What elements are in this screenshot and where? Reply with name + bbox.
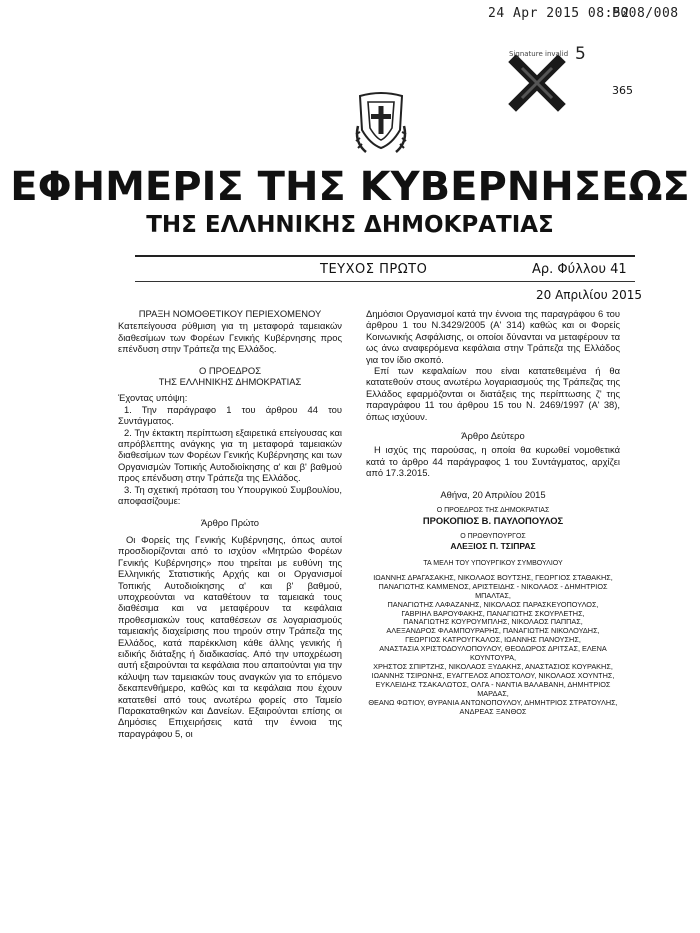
council-member-line: ΘΕΑΝΩ ΦΩΤΙΟΥ, ΘΥΡΑΝΙΑ ΑΝΤΩΝΟΠΟΥΛΟΥ, ΔΗΜΗΤΡΙΟΣ ΣΤΡΑΤΟΥΛΗΣ,: [368, 697, 618, 707]
stamp-label: Signature invalid: [509, 50, 569, 58]
council-member-line: ΑΝΑΣΤΑΣΙΑ ΧΡΙΣΤΟΔΟΥΛΟΠΟΥΛΟΥ, ΘΕΟΔΩΡΟΣ ΔΡΙΤΣΑΣ, ΕΛΕΝΑ ΚΟΥΝΤΟΥΡΑ,: [379, 644, 607, 663]
council-member-line: ΓΑΒΡΙΗΛ ΒΑΡΟΥΦΑΚΗΣ, ΠΑΝΑΓΙΩΤΗΣ ΣΚΟΥΡΛΕΤΗΣ,: [401, 608, 585, 618]
signature-invalid-cross-icon: [502, 48, 572, 116]
right-column: [366, 308, 620, 716]
president-name: ΠΡΟΚΟΠΙΟΣ Β. ΠΑΥΛΟΠΟΥΛΟΣ: [422, 515, 564, 527]
gazette-title: ΕΦΗΜΕΡΙΣ ΤΗΣ ΚΥΒΕΡΝΗΣΕΩΣ: [10, 164, 690, 210]
article-1-paragraph-2: Επί των κεφαλαίων που είναι κατατεθειμένα ή θα κατατεθούν στους ανωτέρω λογαριασμούς της Τράπεζας της Ελλάδος εφαρμόζονται οι διατάξεις της περίπτωσης ζ' της παραγράφου 11 του άρθρου 15 του Ν. 2469/1997 (Α' 38), όπως ισχύουν.: [366, 365, 620, 422]
header-rule-secondary: [135, 281, 635, 282]
greek-coat-of-arms-icon: [352, 86, 410, 156]
council-member-line: ΙΩΑΝΝΗΣ ΔΡΑΓΑΣΑΚΗΣ, ΝΙΚΟΛΑΟΣ ΒΟΥΤΣΗΣ, ΓΕΩΡΓΙΟΣ ΣΤΑΘΑΚΗΣ,: [373, 572, 613, 582]
act-title: Κατεπείγουσα ρύθμιση για τη μεταφορά ταμειακών διαθεσίμων των Φορέων Γενικής Κυβέρνησης προς επένδυση στην Τράπεζα της Ελλάδος.: [118, 320, 342, 355]
fax-page-number: P008/008: [612, 6, 679, 21]
fax-datetime: 24 Apr 2015 08:52: [488, 6, 630, 21]
page-number: 365: [612, 84, 633, 97]
recital-1: 1. Την παράγραφο 1 του άρθρου 44 του Συντάγματος.: [118, 403, 342, 427]
recital-2: 2. Την έκτακτη περίπτωση εξαιρετικά επείγουσας και απρόβλεπτης ανάγκης για τη μεταφορά ταμειακών διαθεσίμων των Φορέων Γενικής Κυβέρνησης και των Οργανισμών Τοπικής Αυτοδιοίκησης α' και β' βαθμού προς επένδυση στην Τράπεζα της Ελλάδος.: [118, 426, 342, 484]
contents-heading: ΠΡΑΞΗ ΝΟΜΟΘΕΤΙΚΟΥ ΠΕΡΙΕΧΟΜΕΝΟΥ: [138, 308, 322, 319]
council-member-line: ΓΕΩΡΓΙΟΣ ΚΑΤΡΟΥΓΚΑΛΟΣ, ΙΩΑΝΝΗΣ ΠΑΝΟΥΣΗΣ,: [405, 635, 581, 645]
place-date: Αθήνα, 20 Απριλίου 2015: [440, 488, 546, 500]
handwritten-mark: 5: [575, 44, 586, 64]
article-2-heading: Άρθρο Δεύτερο: [461, 430, 525, 442]
president-heading-line-2: ΤΗΣ ΕΛΛΗΝΙΚΗΣ ΔΗΜΟΚΡΑΤΙΑΣ: [158, 376, 302, 388]
council-member-line: ΕΥΚΛΕΙΔΗΣ ΤΣΑΚΑΛΩΤΟΣ, ΟΛΓΑ - ΝΑΝΤΙΑ ΒΑΛΑΒΑΝΗ, ΔΗΜΗΤΡΙΟΣ ΜΑΡΔΑΣ,: [375, 679, 611, 698]
council-member-line: ΠΑΝΑΓΙΩΤΗΣ ΛΑΦΑΖΑΝΗΣ, ΝΙΚΟΛΑΟΣ ΠΑΡΑΣΚΕΥΟΠΟΥΛΟΣ,: [387, 599, 599, 609]
recital-3: 3. Τη σχετική πρόταση του Υπουργικού Συμβουλίου, αποφασίζουμε:: [118, 483, 342, 507]
article-2-text: Η ισχύς της παρούσας, η οποία θα κυρωθεί νομοθετικά κατά το άρθρο 44 παράγραφος 1 του Συντάγματος, αρχίζει από 17.3.2015.: [366, 444, 620, 479]
prime-minister-title: Ο ΠΡΩΘΥΠΟΥΡΓΟΣ: [460, 532, 526, 540]
council-member-line: ΑΛΕΞΑΝΔΡΟΣ ΦΛΑΜΠΟΥΡΑΡΗΣ, ΠΑΝΑΓΙΩΤΗΣ ΝΙΚΟΛΟΥΔΗΣ,: [386, 626, 600, 636]
article-1-continuation: Δημόσιοι Οργανισμοί κατά την έννοια της παραγράφου 6 του άρθρου 1 του Ν.3429/2005 (Α' 314) καθώς και οι Φορείς Κοινωνικής Ασφάλισης, οι οποίοι δύνανται να μεταφέρουν τα ως άνω αναφερόμενα κεφάλαια στην Τράπεζα της Ελλάδος για τον ίδιο σκοπό.: [366, 308, 620, 365]
president-heading-line-1: Ο ΠΡΟΕΔΡΟΣ: [198, 364, 262, 376]
council-member-line: ΠΑΝΑΓΙΩΤΗΣ ΚΟΥΡΟΥΜΠΛΗΣ, ΝΙΚΟΛΑΟΣ ΠΑΠΠΑΣ,: [403, 617, 583, 627]
left-column: [118, 308, 342, 739]
having-regard: Έχοντας υπόψη:: [118, 392, 188, 404]
header-rule: [135, 255, 635, 257]
council-member-line: ΠΑΝΑΓΙΩΤΗΣ ΚΑΜΜΕΝΟΣ, ΑΡΙΣΤΕΙΔΗΣ - ΝΙΚΟΛΑΟΣ - ΔΗΜΗΤΡΙΟΣ ΜΠΑΛΤΑΣ,: [378, 581, 608, 600]
issue-series: ΤΕΥΧΟΣ ΠΡΩΤΟ: [320, 262, 428, 277]
prime-minister-name: ΑΛΕΞΙΟΣ Π. ΤΣΙΠΡΑΣ: [450, 540, 536, 551]
council-title: ΤΑ ΜΕΛΗ ΤΟΥ ΥΠΟΥΡΓΙΚΟΥ ΣΥΜΒΟΥΛΙΟΥ: [423, 559, 563, 567]
article-1-text: Οι Φορείς της Γενικής Κυβέρνησης, όπως αυτοί προσδιορίζονται από το ισχύον «Μητρώο Φορέων Γενικής Κυβέρνησης» που τηρείται με ευθύνη της Ελληνικής Στατιστικής Αρχής και οι Οργανισμοί Τοπικής Αυτοδιοίκησης α' και β' βαθμού, υποχρεούνται να καταθέτουν τα ταμειακά τους διαθέσιμα και να μεταφέρουν τα κεφάλαια προθεσμιακών τους καταθέσεων σε λογαριασμούς ταμειακής διαχείρισης που τηρούν στην Τράπεζα της Ελλάδος, κατά παρέκκλιση κάθε άλλης γενικής ή ειδικής διάταξης ή διαδικασίας. Από την υποχρέωση αυτή εξαιρούνται τα κεφάλαια που απαιτούνται για την κάλυψη των ταμειακών τους αναγκών για το επόμενο δεκαπενθήμερο, καθώς και τα κεφάλαια που έχουν κατατεθεί από τους ανωτέρω φορείς στο Ταμείο Παρακαταθηκών και Δανείων. Εξαιρούνται επίσης οι Δημόσιες Επιχειρήσεις κατά την έννοια της παραγράφου 5, οι: [118, 533, 342, 739]
council-member-line: ΑΝΔΡΕΑΣ ΞΑΝΘΟΣ: [459, 706, 527, 716]
issue-date: 20 Απριλίου 2015: [536, 288, 642, 302]
article-1-heading: Άρθρο Πρώτο: [200, 516, 260, 528]
council-member-line: ΙΩΑΝΝΗΣ ΤΣΙΡΩΝΗΣ, ΕΥΑΓΓΕΛΟΣ ΑΠΟΣΤΟΛΟΥ, ΝΙΚΟΛΑΟΣ ΧΟΥΝΤΗΣ,: [371, 670, 615, 680]
gazette-subtitle: ΤΗΣ ΕΛΛΗΝΙΚΗΣ ΔΗΜΟΚΡΑΤΙΑΣ: [146, 212, 554, 238]
council-members-list: [366, 574, 620, 717]
issue-sheet-number: Αρ. Φύλλου 41: [532, 262, 627, 277]
president-title: Ο ΠΡΟΕΔΡΟΣ ΤΗΣ ΔΗΜΟΚΡΑΤΙΑΣ: [436, 507, 550, 515]
council-member-line: ΧΡΗΣΤΟΣ ΣΠΙΡΤΖΗΣ, ΝΙΚΟΛΑΟΣ ΞΥΔΑΚΗΣ, ΑΝΑΣΤΑΣΙΟΣ ΚΟΥΡΑΚΗΣ,: [373, 661, 613, 671]
